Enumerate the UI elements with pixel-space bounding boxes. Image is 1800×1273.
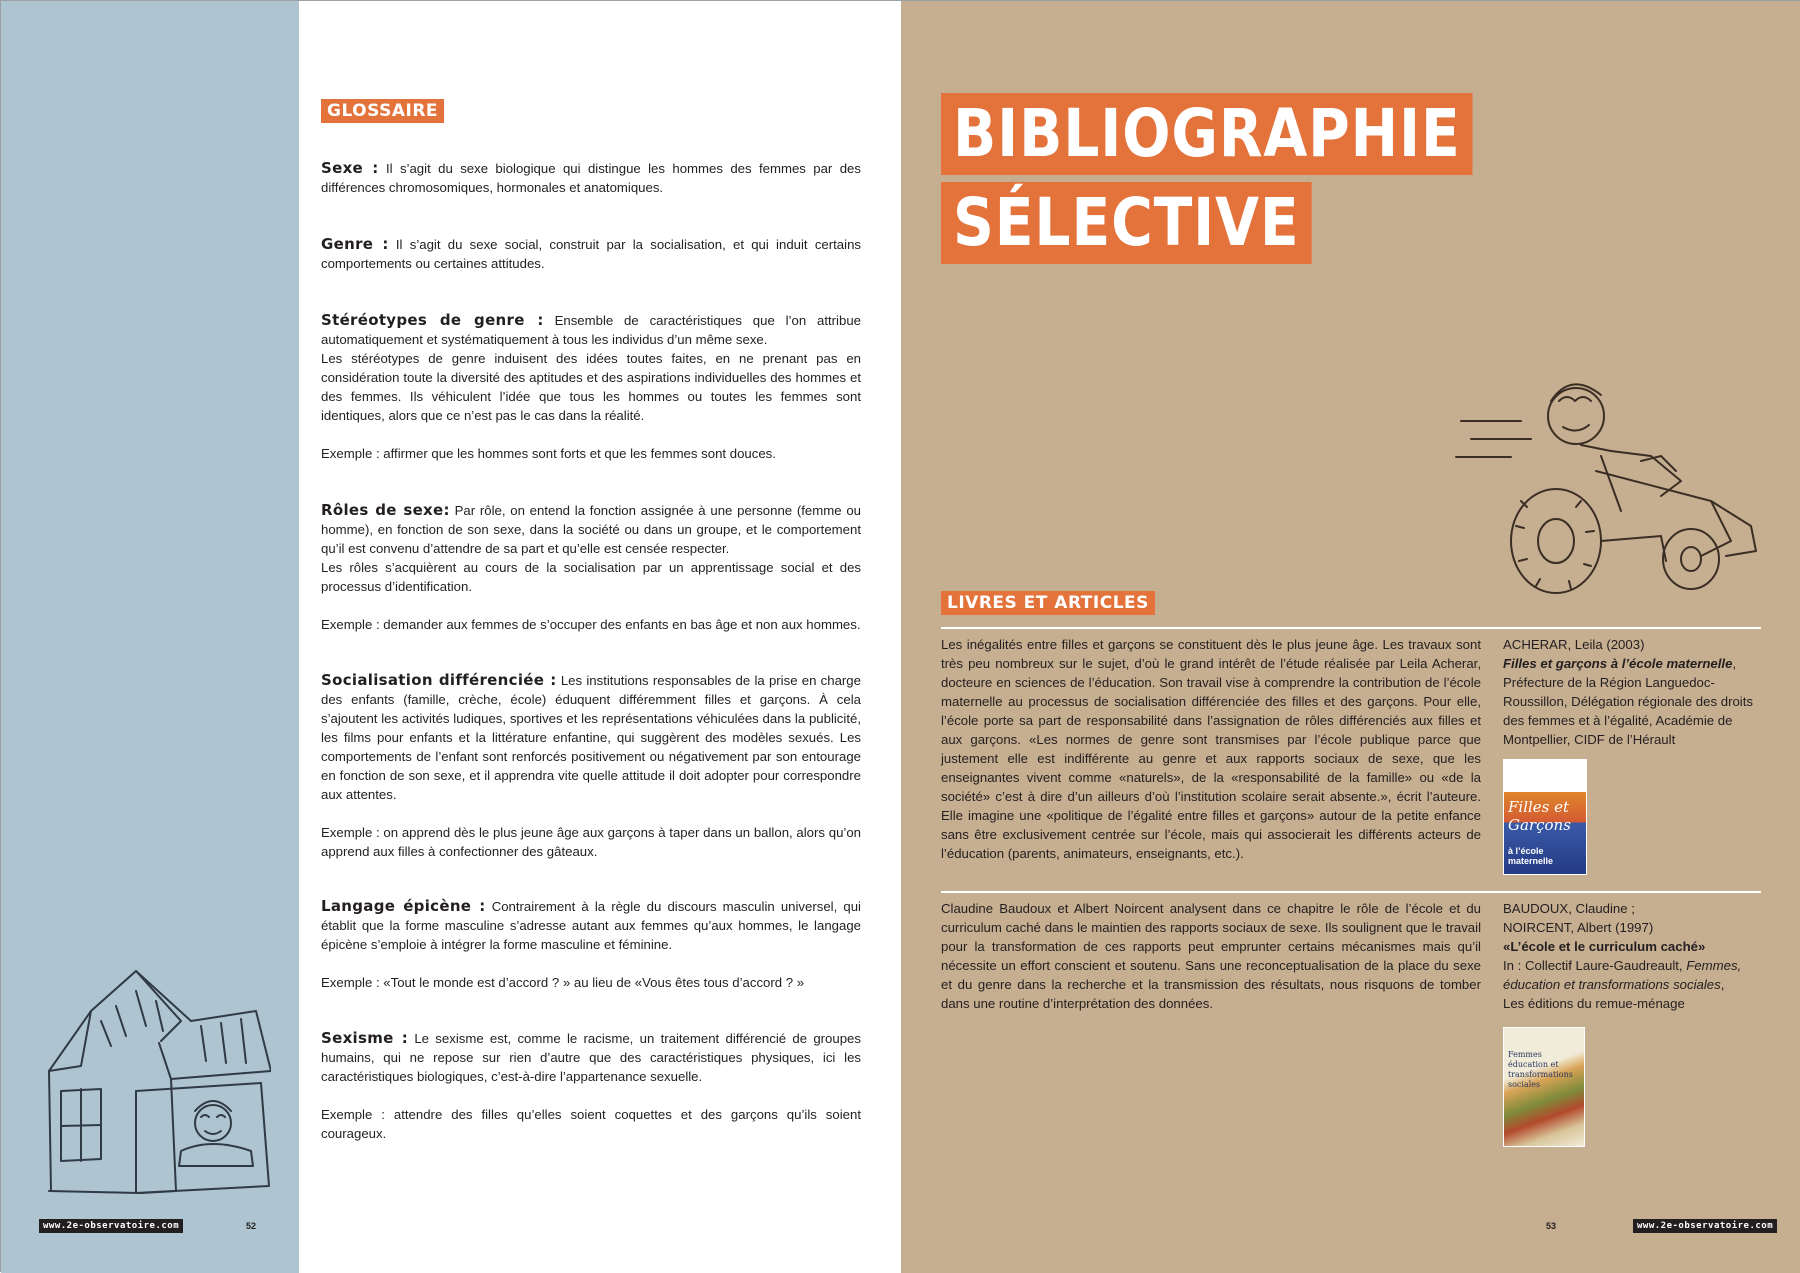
book-2-chapter-title: «L’école et le curriculum caché» [1503, 939, 1706, 954]
page-title-line-2: SÉLECTIVE [941, 182, 1312, 264]
tractor-illustration [1451, 361, 1771, 601]
book-1-cover-subtitle: à l’école maternelle [1508, 846, 1554, 866]
term-example: Exemple : attendre des filles qu’elles soient coquettes et des garçons qu’ils soient courageux. [321, 1107, 861, 1141]
house-illustration [41, 951, 271, 1201]
term-definition: Il s’agit du sexe biologique qui distingue les hommes des femmes par des différences chromosomiques, hormonales et anatomiques. [321, 161, 861, 195]
divider-rule-1 [941, 627, 1761, 629]
term-label: Sexe : [321, 159, 379, 177]
glossary-entry-roles [321, 501, 861, 634]
book-1-cover-title: Filles et Garçons [1508, 798, 1571, 834]
book-1-reference: ACHERAR, Leila (2003) Filles et garçons à l’école maternelle, Préfecture de la Région Languedoc-Roussillon, Délégation régionale des droits des femmes et à l’égalité, Académie de Montpellier, CIDF de l’Hérault [1503, 635, 1763, 749]
page-title-line-1: BIBLIOGRAPHIE [941, 93, 1473, 175]
term-label: Sexisme : [321, 1029, 409, 1047]
book-1-title: Filles et garçons à l’école maternelle [1503, 656, 1733, 671]
glossary-entry-sexe [321, 159, 861, 197]
book-1-cover[interactable] [1503, 759, 1587, 875]
term-definition: Les institutions responsables de la prise en charge des enfants (famille, crèche, école) éduquent différemment filles et garçons. À cela s’ajoutent les activités ludiques, sportives et les représentations véhiculées dans la publicité, les films pour enfants et la littérature enfantine, qui suggèrent des modèles sexués. Les comportements de l’enfant sont renforcés positivement ou négativement par son entourage en fonction de son sexe, et il apprendra vite quelle attitude il doit adopter pour correspondre aux attentes. [321, 673, 861, 802]
book-1-description: Les inégalités entre filles et garçons se constituent dès le plus jeune âge. Les travaux sont très peu nombreux sur le sujet, d’où le grand intérêt de l’étude réalisée par Leila Acherar, docteure en sciences de l’éducation. Son travail vise à comprendre la contribution de l’école maternelle au processus de socialisation différenciée des filles et des garçons. Pour elle, l’école porte sa part de responsabilité dans l’assignation de rôles différenciés aux filles et aux garçons. «Les normes de genre sont transmises par l’école publique parce que justement elle est indifférente au genre et aux rapports sociaux de sexe, que les enseignantes vivent comme «naturels», de la «responsabilité de la famille» ou «de la société» c’est à dire d’un ailleurs d’où l’institution scolaire serait absente.», écrit l’auteure. Elle imagine une «politique de l’égalité entre filles et garçons» autour de la petite enfance sans être exclusivement centrée sur l’école, mais qui associerait les différents acteurs de l’éducation (parents, animateurs, enseignants, etc.). [941, 637, 1481, 861]
term-definition: Il s’agit du sexe social, construit par la socialisation, et qui induit certains comportements ou certaines attitudes. [321, 237, 862, 271]
term-definition: Contrairement à la règle du discours masculin universel, qui établit que la forme masculine s’adresse autant aux femmes qu’aux hommes, le langage épicène s’emploie à intégrer la forme masculine et féminine. [321, 899, 861, 952]
term-label: Socialisation différenciée : [321, 671, 557, 689]
glossaire-tag: GLOSSAIRE [321, 99, 444, 123]
footer-url-left[interactable]: www.2e-observatoire.com [39, 1219, 183, 1233]
page-number-left: 52 [246, 1221, 257, 1231]
term-label: Genre : [321, 235, 389, 253]
term-definition: Ensemble de caractéristiques que l’on attribue automatiquement et systématiquement à tous les individus d’un même sexe. [321, 313, 861, 347]
footer-url-right[interactable]: www.2e-observatoire.com [1633, 1219, 1777, 1233]
term-label: Rôles de sexe: [321, 501, 450, 519]
term-definition: Le sexisme est, comme le racisme, un traitement différencié de groupes humains, qui ne repose sur rien d’autre que des caractéristiques physiques, ici les caractéristiques biologiques, c’est-à-dire l’appartenance sexuelle. [321, 1031, 861, 1084]
livres-articles-tag: LIVRES ET ARTICLES [941, 591, 1155, 615]
glossary-entry-sexisme [321, 1029, 861, 1143]
book-2-author-2: NOIRCENT, Albert (1997) [1503, 920, 1654, 935]
term-definition-continued: Les stéréotypes de genre induisent des idées toutes faites, en ne prenant pas en considération toute la diversité des aptitudes et des aspirations individuelles des hommes et des femmes. Ils véhiculent l’idée que tous les hommes ou toutes les femmes sont identiques, alors que ce n’est pas le cas dans la réalité. [321, 351, 861, 423]
page-number-right: 53 [1546, 1221, 1557, 1231]
book-2-description: Claudine Baudoux et Albert Noircent analysent dans ce chapitre le rôle de l’école et du curriculum caché dans le maintien des rapports sociaux de sexe. Ils soulignent que le travail pour la transformation de ces rapports peut emprunter certains mécanismes mais qu’il nécessite un effort conscient et soutenu. Sans une reconceptualisation de la place du sexe et du genre dans la recherche et la transmission des résultats, nous risquons de tomber dans une routine d’interprétation des données. [941, 901, 1481, 1011]
book-1-author: ACHERAR, Leila (2003) [1503, 637, 1645, 652]
book-2-cover[interactable] [1503, 1027, 1585, 1147]
term-example: Exemple : «Tout le monde est d’accord ? » au lieu de «Vous êtes tous d’accord ? » [321, 975, 805, 990]
term-definition: Par rôle, on entend la fonction assignée à une personne (femme ou homme), en fonction de son sexe, dans la société ou dans un groupe, et le comportement qu’il est convenu d’attendre de sa part et qu’elle est censée respecter. [321, 503, 861, 556]
term-label: Stéréotypes de genre : [321, 311, 544, 329]
glossary-entry-socialisation [321, 671, 861, 861]
glossary-entry-stereotypes [321, 311, 861, 463]
term-example: Exemple : demander aux femmes de s’occuper des enfants en bas âge et non aux hommes. [321, 617, 861, 632]
book-2-publisher: Les éditions du remue-ménage [1503, 996, 1685, 1011]
book-2-book-title: Femmes, éducation et transformations sociales [1503, 958, 1742, 992]
term-example: Exemple : on apprend dès le plus jeune âge aux garçons à taper dans un ballon, alors qu’on apprend aux filles à confectionner des gâteaux. [321, 825, 861, 859]
book-2-author-1: BAUDOUX, Claudine ; [1503, 901, 1635, 916]
glossary-entry-langage-epicene [321, 897, 861, 992]
book-2-reference: BAUDOUX, Claudine ; NOIRCENT, Albert (1997) «L’école et le curriculum caché» In : Collectif Laure-Gaudreault, Femmes, éducation et transformations sociales, Les éditions du remue-ménage [1503, 899, 1763, 1013]
divider-rule-2 [941, 891, 1761, 893]
book-1-publisher: Préfecture de la Région Languedoc-Roussillon, Délégation régionale des droits des femmes et à l’égalité, Académie de Montpellier, CIDF de l’Hérault [1503, 675, 1753, 747]
book-2-in-prefix: In : Collectif Laure-Gaudreault, [1503, 958, 1683, 973]
term-label: Langage épicène : [321, 897, 486, 915]
term-definition-continued: Les rôles s’acquièrent au cours de la socialisation par un apprentissage social et des processus d’identification. [321, 560, 861, 594]
glossary-entry-genre [321, 235, 861, 273]
term-example: Exemple : affirmer que les hommes sont forts et que les femmes sont douces. [321, 446, 776, 461]
book-2-cover-title: Femmes éducation et transformations sociales [1508, 1050, 1573, 1089]
